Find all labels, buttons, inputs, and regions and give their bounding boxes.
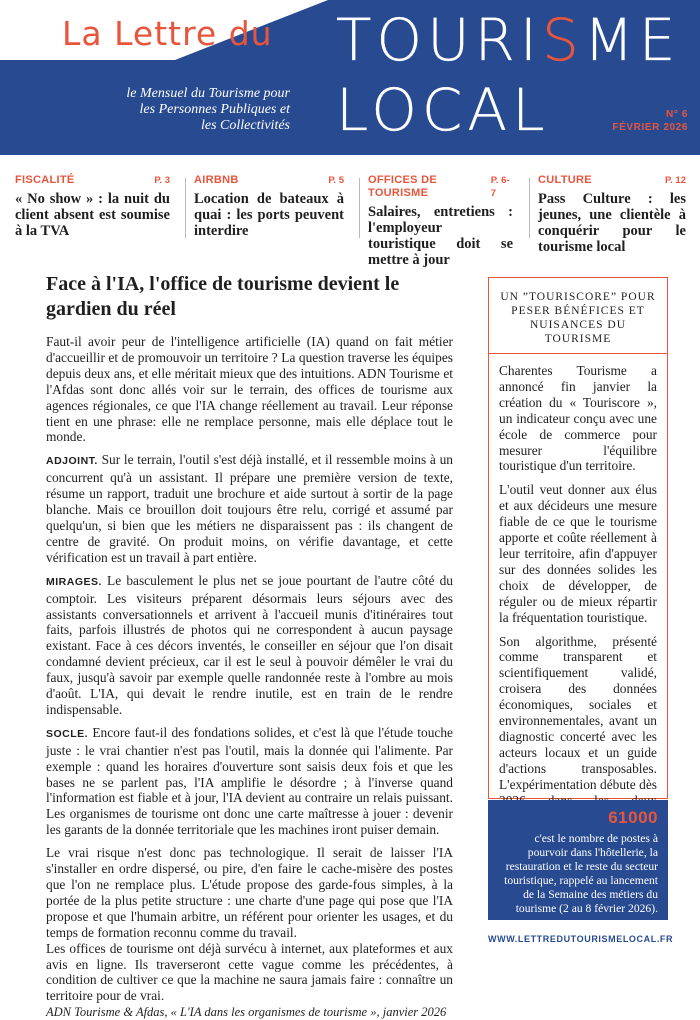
teaser-title: Salaires, entretiens : l'employeur touristique doit se mettre à jour xyxy=(368,204,513,268)
section-keyword: SOCLE. xyxy=(46,727,89,740)
teaser-category: FISCALITÉ xyxy=(15,174,75,186)
masthead xyxy=(0,0,700,155)
article-paragraph-mirages: MIRAGES. Le basculement le plus net se joue pourtant de l'autre côté du comptoir. Les visiteurs préparent désormais leurs séjours avec des assistants conversationnels et arrivent à l'accueil munis d'itinéraires tout faits, parfois illustrés de photos qui ne correspondent à aucun paysage existant. Face à ces décors inventés, le conseiller en séjour que l'on disait condamné devient précieux, car il est le seul à pouvoir démêler le vrai du faux, jusqu'à savoir par exemple quelle randonnée reste à l'ombre au mois d'août. L'IA, qui devait le rendre inutile, est en train de le rendre indispensable. xyxy=(46,572,453,717)
sidebar-paragraph: L'outil veut donner aux élus et aux décideurs une mesure fiable de ce que le tourisme apporte et coûte réellement à leur territoire, afin d'appuyer sur des données solides les choix de développer, de réguler ou de mieux répartir la fréquentation touristique. xyxy=(499,482,657,625)
teaser-category: CULTURE xyxy=(538,174,592,186)
sidebar-divider xyxy=(489,353,667,354)
stat-number: 61000 xyxy=(608,808,658,827)
article-intro: Faut-il avoir peur de l'intelligence artificielle (IA) quand on fait métier d'accueillir et de promouvoir un territoire ? La question traverse les équipes depuis deux ans, et elle méritait mieux que des intuitions. ADN Tourisme et l'Afdas sont donc allés voir sur le terrain, des offices de tourisme aux agences régionales, ce que l'IA change réellement au travail. Leur réponse tient en une phrase: elle ne remplace personne, mais elle déplace tout le monde. xyxy=(46,334,453,445)
teaser-page: P. 3 xyxy=(154,175,170,186)
teaser-fiscalite[interactable] xyxy=(15,174,170,244)
teaser-category: AIRBNB xyxy=(194,174,239,186)
teaser-title: Pass Culture : les jeunes, une clientèle à conquérir pour le tourisme local xyxy=(538,191,686,255)
website-link[interactable]: WWW.LETTREDUTOURISMELOCAL.FR xyxy=(488,934,674,944)
teaser-category: OFFICES DE TOURISME xyxy=(368,174,438,199)
teaser-divider xyxy=(529,178,530,238)
teaser-bar xyxy=(0,174,700,268)
article-paragraph-adjoint: ADJOINT. Sur le terrain, l'outil s'est déjà installé, et il ressemble moins à un concurrent qu'à un assistant. Il prépare une première version de texte, résume un rapport, traduit une brochure et aide surtout à sortir de la page blanche. Mais ce brouillon doit toujours être relu, corrigé et assumé par quelqu'un, si bien que les métiers ne disparaissent pas : ils changent de centre de gravité. On produit moins, on vérifie davantage, et cette vérification est un travail à part entière. xyxy=(46,452,453,565)
teaser-divider xyxy=(185,178,186,238)
main-article xyxy=(46,272,453,1020)
masthead-lettre-du: La Lettre du xyxy=(62,14,273,53)
masthead-local: LOCAL xyxy=(336,76,550,144)
article-paragraph: Le vrai risque n'est donc pas technologique. Il serait de laisser l'IA s'installer en ordre dispersé, ou pire, d'en faire le cache-misère des postes que l'on ne remplace plus. L'étude propose des garde-fous simples, à la portée de la plus petite structure : une charte d'une page qui pose que l'IA propose et que l'humain arbitre, un référent pour orienter les usages, et du temps de formation reconnu comme du travail. xyxy=(46,845,453,940)
article-title: Face à l'IA, l'office de tourisme devient le gardien du réel xyxy=(46,273,400,320)
sidebar-title: UN ”TOURISCORE” POUR PESER BÉNÉFICES ET NUISANCES DU TOURISME xyxy=(500,291,656,345)
article-body xyxy=(46,334,453,1020)
teaser-page: P. 6-7 xyxy=(490,175,510,199)
section-keyword: ADJOINT. xyxy=(46,455,98,468)
sidebar-box xyxy=(488,277,668,799)
masthead-tourisme: TOURISME xyxy=(336,6,681,74)
issue-date: FÉVRIER 2026 xyxy=(612,122,688,133)
teaser-culture[interactable] xyxy=(538,174,686,255)
teaser-page: P. 5 xyxy=(328,175,344,186)
article-paragraph-socle: SOCLE. Encore faut-il des fondations solides, et c'est là que l'étude touche juste : le vrai chantier n'est pas l'outil, mais la donnée qui l'alimente. Par exemple : quand les horaires d'ouverture sont saisis deux fois et que les bases ne se parlent pas, l'IA amplifie le désordre ; à l'inverse quand l'information est fiable et à jour, l'IA devient au contraire un relais puissant. Les organismes de tourisme ont donc une carte maîtresse à jouer : devenir les garants de la donnée territoriale que les machines iront puiser demain. xyxy=(46,724,453,838)
sidebar-paragraph: Charentes Tourisme a annoncé fin janvier la création du « Touriscore », un indicateur conçu avec une école de commerce pour mesurer l'équilibre touristique d'un territoire. xyxy=(499,363,657,474)
section-keyword: MIRAGES. xyxy=(46,575,102,588)
article-source-credit: ADN Tourisme & Afdas, « L'IA dans les organismes de tourisme », janvier 2026 xyxy=(46,1005,447,1020)
stat-box xyxy=(488,800,668,920)
stat-text: c'est le nombre de postes à pourvoir dans l'hôtellerie, la restauration et le reste du secteur touristique, rappelé au lancement de la Semaine des métiers du tourisme (2 au 8 février 2026). xyxy=(504,832,658,915)
sidebar-paragraph: Son algorithme, présenté comme transparent et scientifiquement validé, croisera des données économiques, sociales et environnementales, avant un diagnostic concerté avec les acteurs locaux et un guide d'actions transposables. L'expérimentation débute dès xyxy=(499,633,657,792)
masthead-tagline: le Mensuel du Tourisme pour les Personnes Publiques et les Collectivités xyxy=(126,86,290,133)
teaser-title: Location de bateaux à quai : les ports peuvent interdire xyxy=(194,191,344,239)
teaser-airbnb[interactable] xyxy=(194,174,344,244)
sidebar-touriscore xyxy=(488,277,668,799)
teaser-title: « No show » : la nuit du client absent est soumise à la TVA xyxy=(15,191,170,239)
issue-info xyxy=(612,108,688,134)
teaser-divider xyxy=(359,178,360,238)
article-paragraph: Les offices de tourisme ont déjà survécu à internet, aux plateformes et aux avis en ligne. Ils traverseront cette vague comme les précédentes, à condition de cultiver ce que la machine ne saura jamais faire : connaître un territoire pour de vrai. xyxy=(46,940,453,1004)
issue-number: N° 6 xyxy=(666,109,688,120)
teaser-page: P. 12 xyxy=(665,175,686,186)
teaser-offices-de-tourisme[interactable] xyxy=(368,174,513,268)
